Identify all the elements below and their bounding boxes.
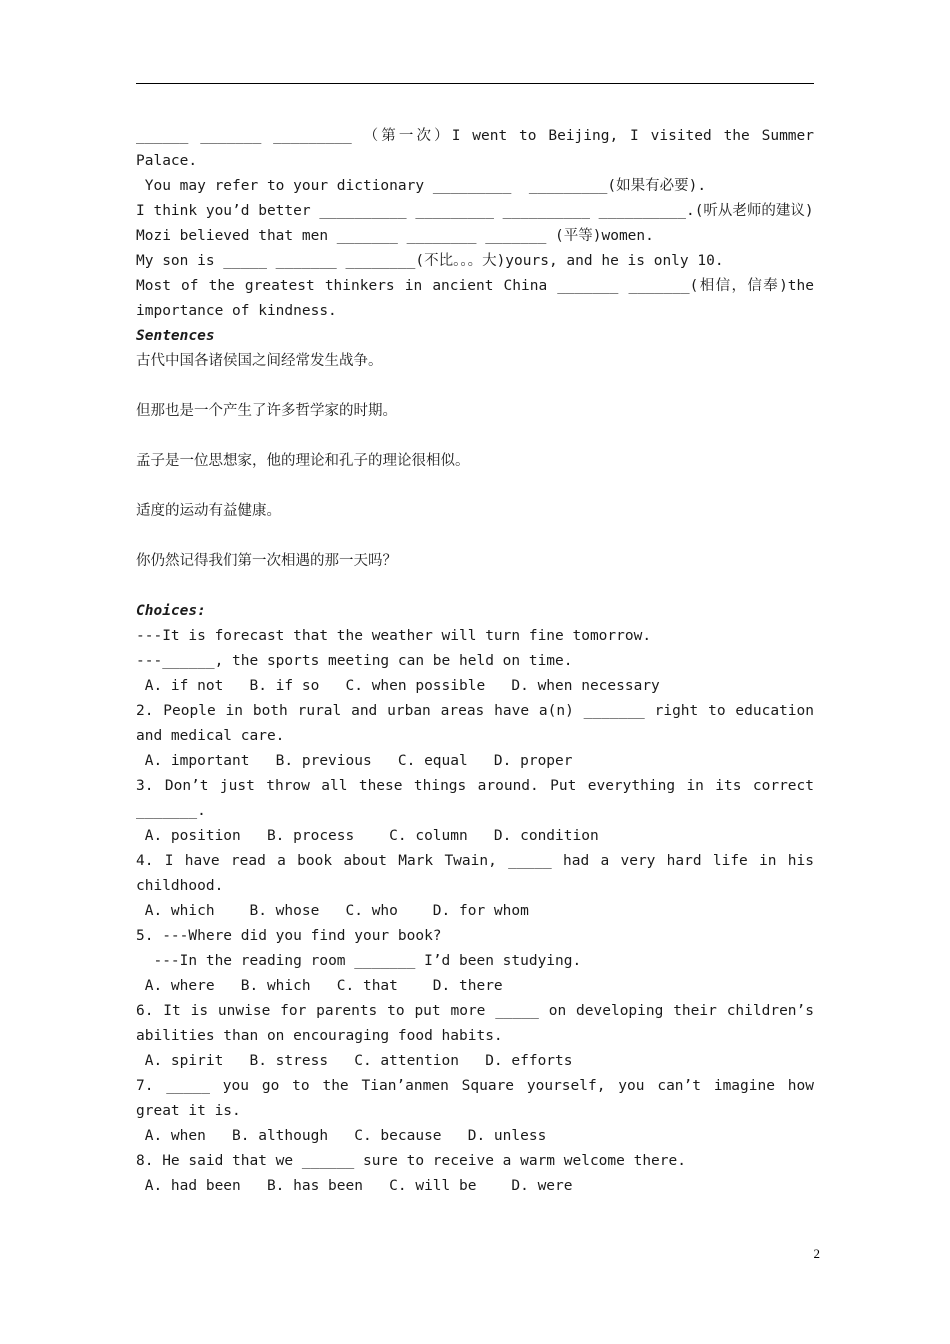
fill-in-item-1: ______ _______ _________ （第一次）I went to Beijing, I visited the Summer Palace. [136, 128, 814, 169]
sentence-1: 古代中国各诸侯国之间经常发生战争。 [136, 353, 383, 369]
question-text: ---It is forecast that the weather will turn fine tomorrow. [136, 628, 652, 644]
question-6 [136, 999, 814, 1074]
question-text: 6. It is unwise for parents to put more _____ on developing their children’s abilities than on encouraging food habits. [136, 1003, 814, 1044]
question-text: 5. ---Where did you find your book? [136, 928, 442, 944]
question-3 [136, 774, 814, 849]
fill-in-item-3: I think you’d better __________ _________ __________ __________.(听从老师的建议) [136, 203, 814, 219]
question-text: 3. Don’t just throw all these things around. Put everything in its correct _______. [136, 778, 814, 819]
question-options: A. which B. whose C. who D. for whom [136, 903, 529, 919]
question-2 [136, 699, 814, 774]
question-options: A. when B. although C. because D. unless [136, 1128, 547, 1144]
question-text: ---In the reading room _______ I’d been studying. [136, 953, 582, 969]
question-5 [136, 924, 814, 999]
sentence-3: 孟子是一位思想家，他的理论和孔子的理论很相似。 [136, 453, 470, 469]
sentence-5: 你仍然记得我们第一次相遇的那一天吗？ [136, 553, 397, 569]
question-text: 4. I have read a book about Mark Twain, _____ had a very hard life in his childhood. [136, 853, 814, 894]
question-4 [136, 849, 814, 924]
document-body [136, 124, 814, 1199]
question-1 [136, 624, 814, 699]
question-options: A. position B. process C. column D. condition [136, 828, 599, 844]
sentence-4: 适度的运动有益健康。 [136, 503, 281, 519]
choices-heading: Choices: [136, 603, 206, 619]
question-8 [136, 1149, 814, 1199]
question-text: 2. People in both rural and urban areas have a(n) _______ right to education and medical care. [136, 703, 814, 744]
fill-in-item-4: Mozi believed that men _______ ________ _______ (平等)women. [136, 228, 654, 244]
fill-in-item-5: My son is _____ _______ ________(不比。。。大)yours, and he is only 10. [136, 253, 724, 269]
question-7 [136, 1074, 814, 1149]
question-options: A. spirit B. stress C. attention D. efforts [136, 1053, 573, 1069]
header-rule [136, 83, 814, 84]
question-options: A. had been B. has been C. will be D. were [136, 1178, 573, 1194]
sentences-heading: Sentences [136, 328, 215, 344]
fill-in-item-6: Most of the greatest thinkers in ancient China _______ _______(相信，信奉)the importance of kindness. [136, 278, 814, 319]
question-options: A. where B. which C. that D. there [136, 978, 503, 994]
fill-in-item-2: You may refer to your dictionary _________ _________(如果有必要). [136, 178, 707, 194]
question-text: ---______, the sports meeting can be held on time. [136, 653, 573, 669]
question-options: A. if not B. if so C. when possible D. when necessary [136, 678, 660, 694]
question-options: A. important B. previous C. equal D. proper [136, 753, 573, 769]
page-number: 2 [813, 1246, 820, 1261]
question-text: 7. _____ you go to the Tian’anmen Square yourself, you can’t imagine how great it is. [136, 1078, 814, 1119]
sentence-2: 但那也是一个产生了许多哲学家的时期。 [136, 403, 397, 419]
question-text: 8. He said that we ______ sure to receive a warm welcome there. [136, 1153, 686, 1169]
